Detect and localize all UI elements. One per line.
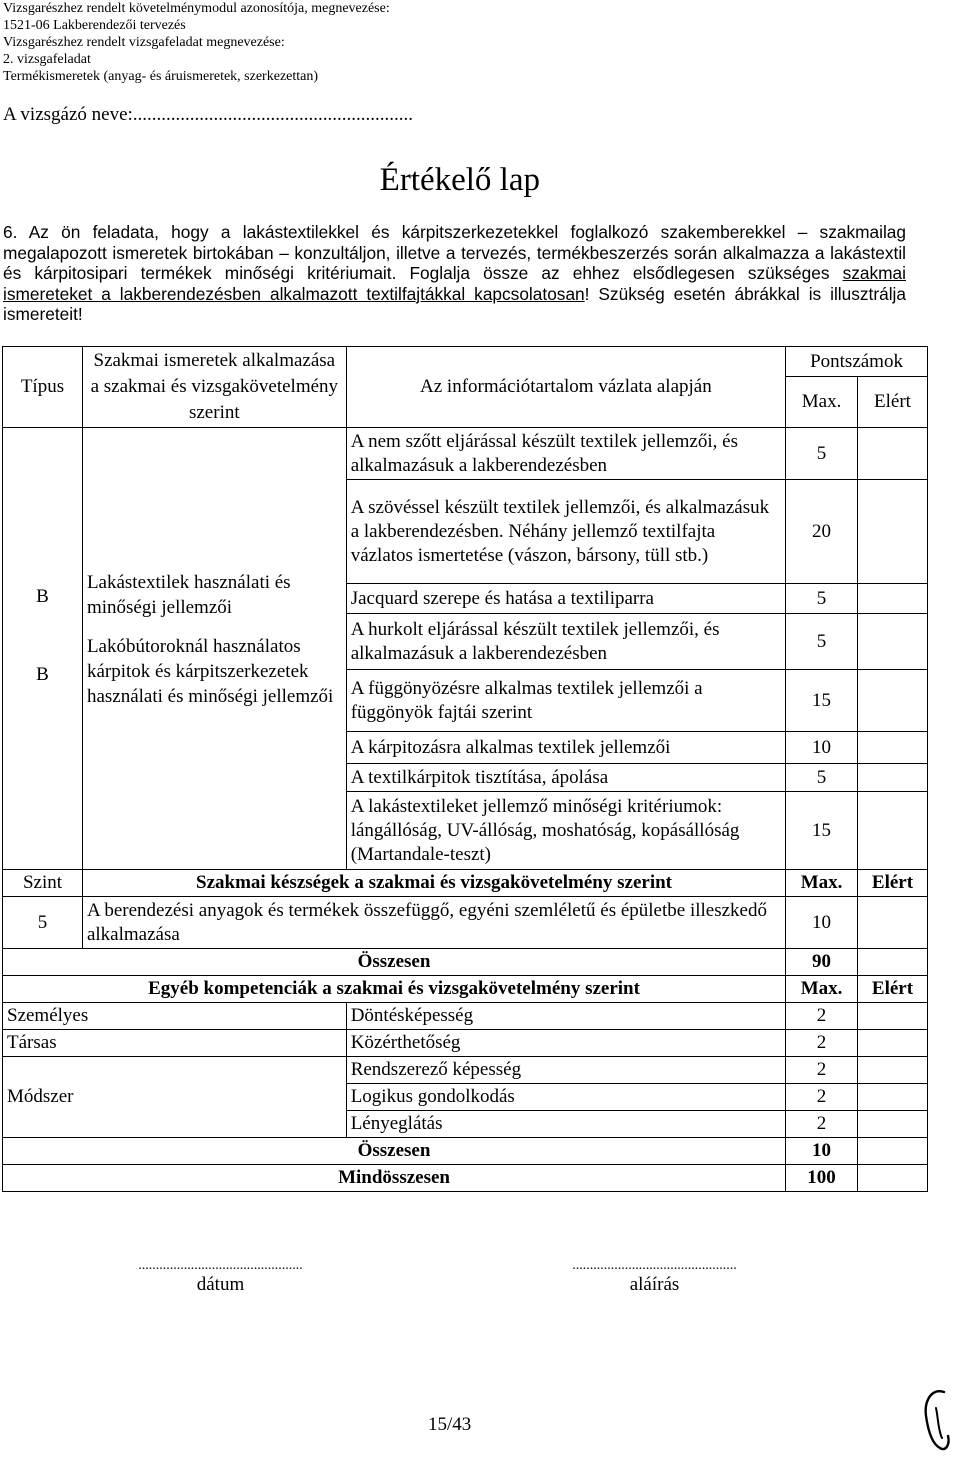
date-dots: ...............................................: [138, 1258, 303, 1273]
criterion-max: 15: [786, 670, 858, 732]
criterion-max: 10: [786, 732, 858, 764]
other-elert[interactable]: [858, 1084, 928, 1111]
header-line-2: 1521-06 Lakberendezői tervezés: [3, 18, 186, 33]
other-max: 2: [786, 1003, 858, 1030]
grand-total-label: Mindösszesen: [3, 1165, 786, 1192]
criterion-row: A textilkárpitok tisztítása, ápolása: [346, 764, 785, 792]
total-label: Összesen: [3, 949, 786, 976]
document-header: [3, 0, 390, 85]
criterion-elert[interactable]: [858, 764, 928, 792]
other-category: Módszer: [3, 1057, 347, 1138]
criterion-row: Jacquard szerepe és hatása a textiliparra: [346, 584, 785, 614]
date-label: dátum: [196, 1274, 245, 1295]
other-max: 2: [786, 1030, 858, 1057]
header-tipus: Típus: [3, 347, 83, 428]
header-pontszamok: Pontszámok: [786, 347, 928, 377]
criterion-max: 15: [786, 792, 858, 870]
criterion-max: 5: [786, 764, 858, 792]
type-2: B: [36, 664, 49, 685]
criterion-row: A szövéssel készült textilek jellemzői, és alkalmazásuk a lakberendezésben. Néhány jellemző textilfajta vázlatos ismertetése (vászon, bársony, tüll stb.): [346, 480, 785, 584]
skill-level: 5: [3, 897, 83, 949]
criterion-row: A nem szőtt eljárással készült textilek jellemzői, és alkalmazásuk a lakberendezésben: [346, 428, 785, 480]
total2-elert[interactable]: [858, 1138, 928, 1165]
other-category: Társas: [3, 1030, 347, 1057]
other-item: Rendszerező képesség: [346, 1057, 785, 1084]
handwritten-signature-icon: [918, 1386, 954, 1456]
page-number: 15/43: [428, 1414, 472, 1435]
total-elert[interactable]: [858, 949, 928, 976]
other-max: 2: [786, 1111, 858, 1138]
other-header-max: Max.: [786, 976, 858, 1003]
header-szakmai-ismeretek: Szakmai ismeretek alkalmazása a szakmai és vizsgakövetelmény szerint: [82, 347, 346, 428]
skills-header-title: Szakmai készségek a szakmai és vizsgakövetelmény szerint: [82, 870, 785, 897]
other-elert[interactable]: [858, 1057, 928, 1084]
task-text-part2: ! Szükség esetén ábrákkal is illusztrálja ismereteit!: [3, 283, 906, 324]
header-elert: Elért: [858, 377, 928, 428]
other-elert[interactable]: [858, 1030, 928, 1057]
skill-elert[interactable]: [858, 897, 928, 949]
other-header-title: Egyéb kompetenciák a szakmai és vizsgakövetelmény szerint: [3, 976, 786, 1003]
header-info: Az információtartalom vázlata alapján: [346, 347, 785, 428]
type-column: [3, 428, 83, 870]
grand-total-value: 100: [786, 1165, 858, 1192]
page-title: Értékelő lap: [379, 162, 540, 198]
other-elert[interactable]: [858, 1111, 928, 1138]
criterion-max: 20: [786, 480, 858, 584]
signature-label: aláírás: [629, 1274, 680, 1295]
other-elert[interactable]: [858, 1003, 928, 1030]
skills-header-szint: Szint: [3, 870, 83, 897]
criterion-elert[interactable]: [858, 428, 928, 480]
criterion-elert[interactable]: [858, 480, 928, 584]
total-value: 90: [786, 949, 858, 976]
other-item: Közérthetőség: [346, 1030, 785, 1057]
other-header-elert: Elért: [858, 976, 928, 1003]
topic-group-1: Lakástextilek használati és minőségi jellemzői: [86, 572, 291, 618]
topic-column: [82, 428, 346, 870]
task-description: [3, 222, 906, 325]
total2-label: Összesen: [3, 1138, 786, 1165]
grand-total-elert[interactable]: [858, 1165, 928, 1192]
other-max: 2: [786, 1084, 858, 1111]
skills-header-elert: Elért: [858, 870, 928, 897]
signature-dots: ...............................................: [572, 1258, 737, 1273]
criterion-max: 5: [786, 614, 858, 670]
other-category: Személyes: [3, 1003, 347, 1030]
criterion-elert[interactable]: [858, 614, 928, 670]
criterion-max: 5: [786, 428, 858, 480]
criterion-elert[interactable]: [858, 584, 928, 614]
criterion-elert[interactable]: [858, 670, 928, 732]
evaluation-table: [2, 346, 928, 1192]
criterion-max: 5: [786, 584, 858, 614]
other-max: 2: [786, 1057, 858, 1084]
topic-group-2: Lakóbútoroknál használatos kárpitok és kárpitszerkezetek használati és minőségi jellemzői: [86, 636, 334, 707]
skill-text: A berendezési anyagok és termékek összefüggő, egyéni szemléletű és épületbe illeszkedő alkalmazása: [82, 897, 785, 949]
skill-max: 10: [786, 897, 858, 949]
criterion-elert[interactable]: [858, 732, 928, 764]
criterion-row: A lakástextileket jellemző minőségi kritériumok: lángállóság, UV-állóság, moshatóság, kopásállóság (Martandale-teszt): [346, 792, 785, 870]
other-item: Logikus gondolkodás: [346, 1084, 785, 1111]
date-block: [88, 1258, 353, 1296]
criterion-row: A kárpitozásra alkalmas textilek jellemzői: [346, 732, 785, 764]
criterion-row: A hurkolt eljárással készült textilek jellemzői, és alkalmazásuk a lakberendezésben: [346, 614, 785, 670]
header-line-1: Vizsgarészhez rendelt követelménymodul azonosítója, megnevezése:: [3, 1, 390, 16]
header-line-5: Termékismeretek (anyag- és áruismeretek, szerkezettan): [3, 69, 319, 84]
type-1: B: [36, 586, 49, 607]
task-text-underlined: szakmai ismereteket a lakberendezésben alkalmazott textilfajtákkal kapcsolatosan: [3, 263, 906, 304]
criterion-elert[interactable]: [858, 792, 928, 870]
signature-block: [522, 1258, 787, 1296]
other-item: Döntésképesség: [346, 1003, 785, 1030]
other-item: Lényeglátás: [346, 1111, 785, 1138]
header-line-3: Vizsgarészhez rendelt vizsgafeladat megnevezése:: [3, 35, 285, 50]
criterion-row: A függönyözésre alkalmas textilek jellemzői a függönyök fajtái szerint: [346, 670, 785, 732]
skills-header-max: Max.: [786, 870, 858, 897]
task-text-part1: 6. Az ön feladata, hogy a lakástextilekkel és kárpitszerkezetekkel foglalkozó szakemberekkel – szakmailag megalapozott ismeretek birtokában – konzultáljon, illetve a tervezés, termékbeszerzés során alkalmazza a lakástextil és kárpitosipari termékek minőségi kritériumait. Foglalja össze az ehhez elsődlegesen szükséges: [3, 222, 906, 283]
header-line-4: 2. vizsgafeladat: [3, 52, 91, 67]
header-max: Max.: [786, 377, 858, 428]
total2-value: 10: [786, 1138, 858, 1165]
candidate-name-line: A vizsgázó neve:...........................................................: [3, 104, 414, 125]
